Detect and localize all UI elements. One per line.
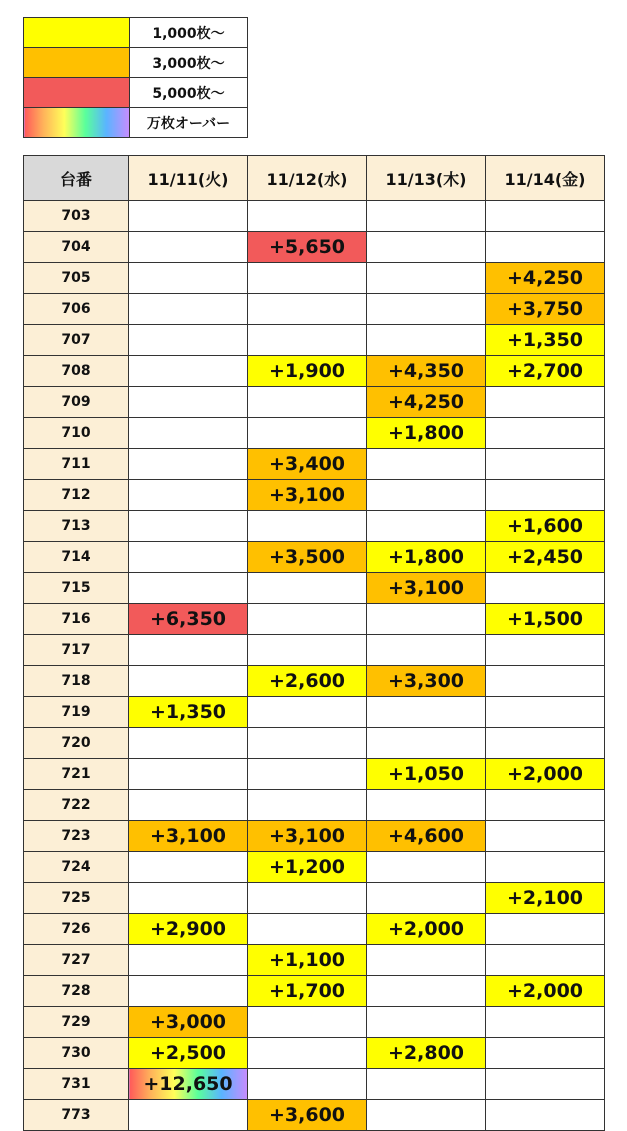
result-cell: +12,650 bbox=[129, 1069, 248, 1100]
empty-cell bbox=[367, 635, 486, 666]
header-date: 11/13(木) bbox=[367, 156, 486, 201]
machine-number: 722 bbox=[24, 790, 129, 821]
empty-cell bbox=[248, 728, 367, 759]
result-cell: +4,250 bbox=[367, 387, 486, 418]
machine-number: 729 bbox=[24, 1007, 129, 1038]
result-cell: +1,200 bbox=[248, 852, 367, 883]
machine-number: 730 bbox=[24, 1038, 129, 1069]
empty-cell bbox=[129, 852, 248, 883]
empty-cell bbox=[248, 697, 367, 728]
empty-cell bbox=[129, 1100, 248, 1131]
empty-cell bbox=[486, 1100, 605, 1131]
empty-cell bbox=[248, 201, 367, 232]
empty-cell bbox=[129, 666, 248, 697]
empty-cell bbox=[129, 573, 248, 604]
result-cell: +2,900 bbox=[129, 914, 248, 945]
empty-cell bbox=[129, 635, 248, 666]
table-row bbox=[24, 449, 605, 480]
machine-number: 703 bbox=[24, 201, 129, 232]
header-date: 11/12(水) bbox=[248, 156, 367, 201]
result-cell: +2,450 bbox=[486, 542, 605, 573]
empty-cell bbox=[248, 759, 367, 790]
empty-cell bbox=[248, 387, 367, 418]
empty-cell bbox=[129, 976, 248, 1007]
machine-number: 727 bbox=[24, 945, 129, 976]
machine-number: 708 bbox=[24, 356, 129, 387]
table-row bbox=[24, 387, 605, 418]
machine-number: 718 bbox=[24, 666, 129, 697]
empty-cell bbox=[129, 232, 248, 263]
empty-cell bbox=[248, 1007, 367, 1038]
result-cell: +2,500 bbox=[129, 1038, 248, 1069]
empty-cell bbox=[248, 1069, 367, 1100]
empty-cell bbox=[367, 263, 486, 294]
empty-cell bbox=[367, 852, 486, 883]
machine-number: 707 bbox=[24, 325, 129, 356]
table-row bbox=[24, 728, 605, 759]
result-cell: +3,100 bbox=[367, 573, 486, 604]
empty-cell bbox=[129, 387, 248, 418]
result-cell: +2,700 bbox=[486, 356, 605, 387]
empty-cell bbox=[367, 294, 486, 325]
empty-cell bbox=[129, 945, 248, 976]
table-row bbox=[24, 976, 605, 1007]
result-cell: +1,700 bbox=[248, 976, 367, 1007]
table-row bbox=[24, 418, 605, 449]
legend-label: 万枚オーバー bbox=[130, 108, 248, 138]
machine-number: 705 bbox=[24, 263, 129, 294]
machine-number: 726 bbox=[24, 914, 129, 945]
empty-cell bbox=[486, 449, 605, 480]
result-cell: +1,800 bbox=[367, 542, 486, 573]
result-cell: +3,100 bbox=[129, 821, 248, 852]
machine-number: 724 bbox=[24, 852, 129, 883]
result-cell: +4,250 bbox=[486, 263, 605, 294]
empty-cell bbox=[486, 1069, 605, 1100]
result-cell: +3,100 bbox=[248, 480, 367, 511]
result-cell: +1,600 bbox=[486, 511, 605, 542]
legend-label: 3,000枚〜 bbox=[130, 48, 248, 78]
result-cell: +3,600 bbox=[248, 1100, 367, 1131]
table-row bbox=[24, 263, 605, 294]
legend-table bbox=[23, 17, 248, 138]
result-cell: +3,000 bbox=[129, 1007, 248, 1038]
table-row bbox=[24, 759, 605, 790]
empty-cell bbox=[367, 1007, 486, 1038]
empty-cell bbox=[129, 480, 248, 511]
machine-number: 704 bbox=[24, 232, 129, 263]
table-row bbox=[24, 635, 605, 666]
header-row bbox=[24, 156, 605, 201]
empty-cell bbox=[486, 728, 605, 759]
result-cell: +1,050 bbox=[367, 759, 486, 790]
machine-number: 706 bbox=[24, 294, 129, 325]
empty-cell bbox=[367, 511, 486, 542]
empty-cell bbox=[486, 945, 605, 976]
empty-cell bbox=[367, 480, 486, 511]
empty-cell bbox=[248, 325, 367, 356]
machine-number: 709 bbox=[24, 387, 129, 418]
table-row bbox=[24, 1007, 605, 1038]
empty-cell bbox=[129, 263, 248, 294]
result-cell: +2,000 bbox=[486, 759, 605, 790]
result-cell: +3,300 bbox=[367, 666, 486, 697]
machine-number: 712 bbox=[24, 480, 129, 511]
result-cell: +4,350 bbox=[367, 356, 486, 387]
result-cell: +2,800 bbox=[367, 1038, 486, 1069]
result-cell: +3,500 bbox=[248, 542, 367, 573]
table-row bbox=[24, 852, 605, 883]
empty-cell bbox=[248, 511, 367, 542]
machine-number: 717 bbox=[24, 635, 129, 666]
table-row bbox=[24, 1100, 605, 1131]
empty-cell bbox=[486, 573, 605, 604]
empty-cell bbox=[129, 201, 248, 232]
table-body bbox=[24, 201, 605, 1131]
empty-cell bbox=[486, 852, 605, 883]
empty-cell bbox=[248, 573, 367, 604]
table-row bbox=[24, 945, 605, 976]
empty-cell bbox=[129, 883, 248, 914]
table-row bbox=[24, 356, 605, 387]
machine-number: 728 bbox=[24, 976, 129, 1007]
result-cell: +1,800 bbox=[367, 418, 486, 449]
table-row bbox=[24, 201, 605, 232]
legend-row bbox=[24, 78, 248, 108]
empty-cell bbox=[367, 697, 486, 728]
empty-cell bbox=[248, 294, 367, 325]
machine-number: 713 bbox=[24, 511, 129, 542]
result-cell: +5,650 bbox=[248, 232, 367, 263]
legend-label: 5,000枚〜 bbox=[130, 78, 248, 108]
legend-swatch-rainbow bbox=[24, 108, 130, 138]
empty-cell bbox=[129, 511, 248, 542]
table-row bbox=[24, 604, 605, 635]
empty-cell bbox=[129, 728, 248, 759]
machine-number: 731 bbox=[24, 1069, 129, 1100]
empty-cell bbox=[129, 418, 248, 449]
empty-cell bbox=[486, 201, 605, 232]
empty-cell bbox=[367, 945, 486, 976]
empty-cell bbox=[367, 449, 486, 480]
empty-cell bbox=[486, 1038, 605, 1069]
table-row bbox=[24, 511, 605, 542]
legend-row bbox=[24, 108, 248, 138]
empty-cell bbox=[486, 418, 605, 449]
empty-cell bbox=[129, 759, 248, 790]
result-cell: +6,350 bbox=[129, 604, 248, 635]
empty-cell bbox=[367, 325, 486, 356]
table-row bbox=[24, 914, 605, 945]
empty-cell bbox=[129, 294, 248, 325]
results-table bbox=[23, 155, 605, 1131]
header-date: 11/11(火) bbox=[129, 156, 248, 201]
machine-number: 710 bbox=[24, 418, 129, 449]
result-cell: +2,600 bbox=[248, 666, 367, 697]
table-row bbox=[24, 666, 605, 697]
table-row bbox=[24, 821, 605, 852]
empty-cell bbox=[248, 914, 367, 945]
empty-cell bbox=[248, 418, 367, 449]
table-row bbox=[24, 790, 605, 821]
machine-number: 773 bbox=[24, 1100, 129, 1131]
result-cell: +3,400 bbox=[248, 449, 367, 480]
machine-number: 723 bbox=[24, 821, 129, 852]
machine-number: 725 bbox=[24, 883, 129, 914]
header-date: 11/14(金) bbox=[486, 156, 605, 201]
machine-number: 716 bbox=[24, 604, 129, 635]
empty-cell bbox=[486, 635, 605, 666]
result-cell: +2,100 bbox=[486, 883, 605, 914]
empty-cell bbox=[367, 976, 486, 1007]
empty-cell bbox=[367, 1069, 486, 1100]
result-cell: +2,000 bbox=[367, 914, 486, 945]
empty-cell bbox=[129, 325, 248, 356]
empty-cell bbox=[367, 1100, 486, 1131]
table-row bbox=[24, 325, 605, 356]
table-row bbox=[24, 232, 605, 263]
table-row bbox=[24, 480, 605, 511]
table-row bbox=[24, 294, 605, 325]
result-cell: +1,350 bbox=[486, 325, 605, 356]
empty-cell bbox=[248, 604, 367, 635]
empty-cell bbox=[129, 542, 248, 573]
empty-cell bbox=[486, 821, 605, 852]
machine-number: 720 bbox=[24, 728, 129, 759]
empty-cell bbox=[486, 790, 605, 821]
empty-cell bbox=[248, 790, 367, 821]
header-machine-number: 台番 bbox=[24, 156, 129, 201]
machine-number: 721 bbox=[24, 759, 129, 790]
table-row bbox=[24, 697, 605, 728]
empty-cell bbox=[129, 790, 248, 821]
empty-cell bbox=[486, 666, 605, 697]
legend-label: 1,000枚〜 bbox=[130, 18, 248, 48]
table-row bbox=[24, 573, 605, 604]
empty-cell bbox=[248, 1038, 367, 1069]
machine-number: 711 bbox=[24, 449, 129, 480]
legend-swatch-red bbox=[24, 78, 130, 108]
empty-cell bbox=[486, 480, 605, 511]
empty-cell bbox=[367, 790, 486, 821]
empty-cell bbox=[486, 914, 605, 945]
legend-row bbox=[24, 18, 248, 48]
table-row bbox=[24, 883, 605, 914]
result-cell: +4,600 bbox=[367, 821, 486, 852]
empty-cell bbox=[367, 232, 486, 263]
machine-number: 715 bbox=[24, 573, 129, 604]
empty-cell bbox=[367, 201, 486, 232]
empty-cell bbox=[367, 883, 486, 914]
empty-cell bbox=[129, 356, 248, 387]
machine-number: 719 bbox=[24, 697, 129, 728]
result-cell: +1,900 bbox=[248, 356, 367, 387]
result-cell: +1,100 bbox=[248, 945, 367, 976]
result-cell: +3,100 bbox=[248, 821, 367, 852]
table-row bbox=[24, 1069, 605, 1100]
legend-row bbox=[24, 48, 248, 78]
result-cell: +3,750 bbox=[486, 294, 605, 325]
empty-cell bbox=[248, 263, 367, 294]
empty-cell bbox=[367, 604, 486, 635]
table-row bbox=[24, 542, 605, 573]
legend-swatch-yellow bbox=[24, 18, 130, 48]
empty-cell bbox=[486, 697, 605, 728]
result-cell: +1,350 bbox=[129, 697, 248, 728]
result-cell: +1,500 bbox=[486, 604, 605, 635]
empty-cell bbox=[129, 449, 248, 480]
empty-cell bbox=[486, 1007, 605, 1038]
table-row bbox=[24, 1038, 605, 1069]
legend-swatch-orange bbox=[24, 48, 130, 78]
empty-cell bbox=[486, 232, 605, 263]
empty-cell bbox=[248, 883, 367, 914]
empty-cell bbox=[486, 387, 605, 418]
machine-number: 714 bbox=[24, 542, 129, 573]
result-cell: +2,000 bbox=[486, 976, 605, 1007]
empty-cell bbox=[367, 728, 486, 759]
empty-cell bbox=[248, 635, 367, 666]
